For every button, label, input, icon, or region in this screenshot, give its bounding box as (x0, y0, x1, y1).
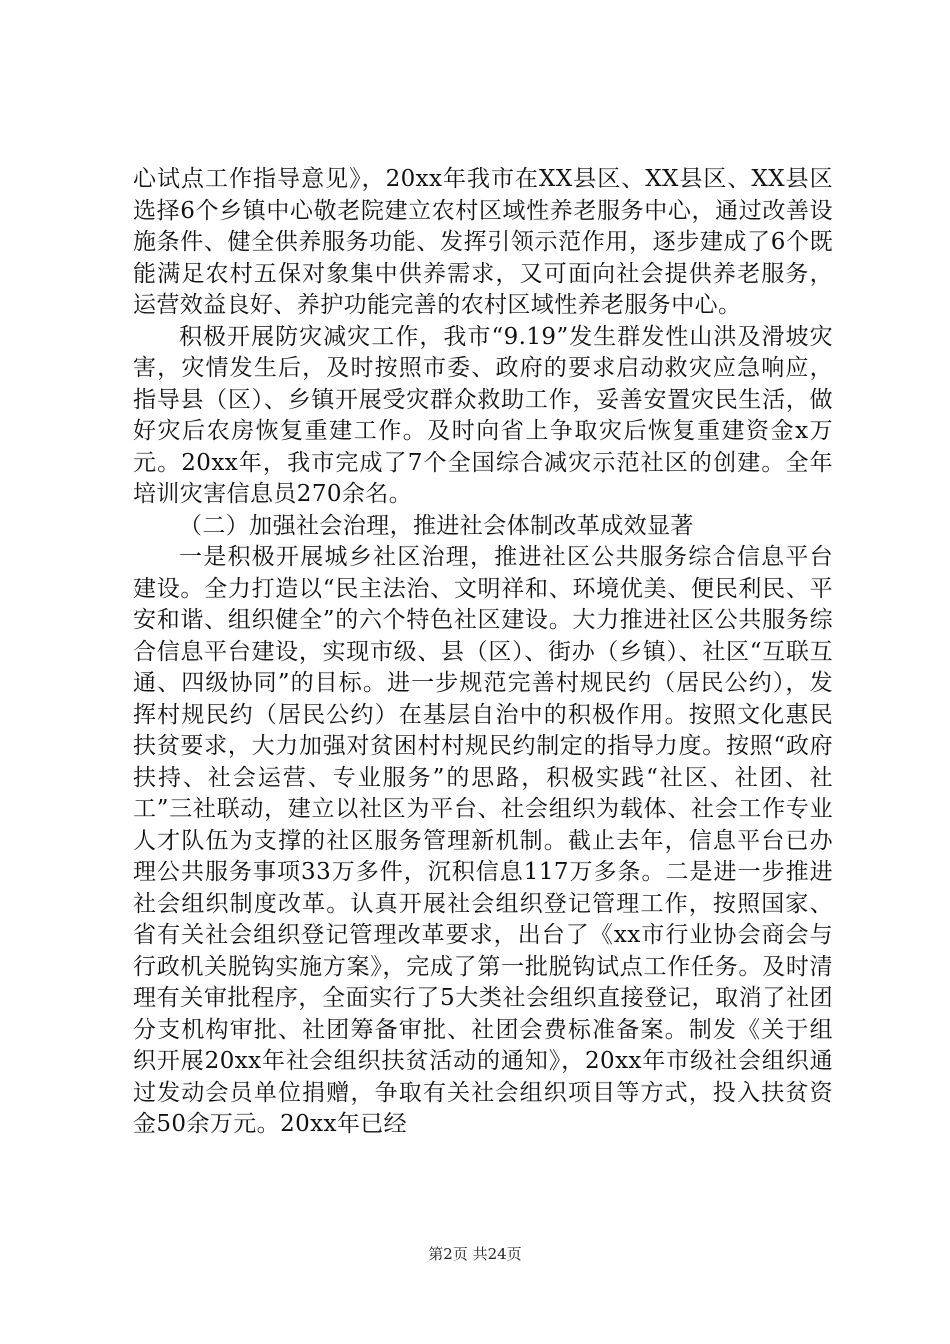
document-body (133, 164, 833, 1141)
paragraph-3: 一是积极开展城乡社区治理，推进社区公共服务综合信息平台建设。全力打造以“民主法治、文明祥和、环境优美、便民利民、平安和谐、组织健全”的六个特色社区建设。大力推进社区公共服务综合信息平台建设，实现市级、县（区）、街办（乡镇）、社区“互联互通、四级协同”的目标。进一步规范完善村规民约（居民公约），发挥村规民约（居民公约）在基层自治中的积极作用。按照文化惠民扶贫要求，大力加强对贫困村村规民约制定的指导力度。按照“政府扶持、社会运营、专业服务”的思路，积极实践“社区、社团、社工”三社联动，建立以社区为平台、社会组织为载体、社会工作专业人才队伍为支撑的社区服务管理新机制。截止去年，信息平台已办理公共服务事项33万多件，沉积信息117万多条。二是进一步推进社会组织制度改革。认真开展社会组织登记管理工作，按照国家、省有关社会组织登记管理改革要求，出台了《xx市行业协会商会与行政机关脱钩实施方案》，完成了第一批脱钩试点工作任务。及时清理有关审批程序，全面实行了5大类社会组织直接登记，取消了社团分支机构审批、社团筹备审批、社团会费标准备案。制发《关于组织开展20xx年社会组织扶贫活动的通知》，20xx年市级社会组织通过发动会员单位捐赠，争取有关社会组织项目等方式，投入扶贫资金50余万元。20xx年已经 (133, 544, 833, 1137)
page-number-footer: 第2页 共24页 (428, 1245, 522, 1263)
paragraph-2: 积极开展防灾减灾工作，我市“9.19”发生群发性山洪及滑坡灾害，灾情发生后，及时按照市委、政府的要求启动救灾应急响应，指导县（区）、乡镇开展受灾群众救助工作，妥善安置灾民生活，做好灾后农房恢复重建工作。及时向省上争取灾后恢复重建资金x万元。20xx年，我市完成了7个全国综合减灾示范社区的创建。全年培训灾害信息员270余名。 (133, 323, 833, 507)
section-heading: （二）加强社会治理，推进社会体制改革成效显著 (179, 512, 694, 539)
paragraph-1: 心试点工作指导意见》，20xx年我市在XX县区、XX县区、XX县区选择6个乡镇中心敬老院建立农村区域性养老服务中心，通过改善设施条件、健全供养服务功能、发挥引领示范作用，逐步建成了6个既能满足农村五保对象集中供养需求，又可面向社会提供养老服务，运营效益良好、养护功能完善的农村区域性养老服务中心。 (133, 166, 833, 318)
